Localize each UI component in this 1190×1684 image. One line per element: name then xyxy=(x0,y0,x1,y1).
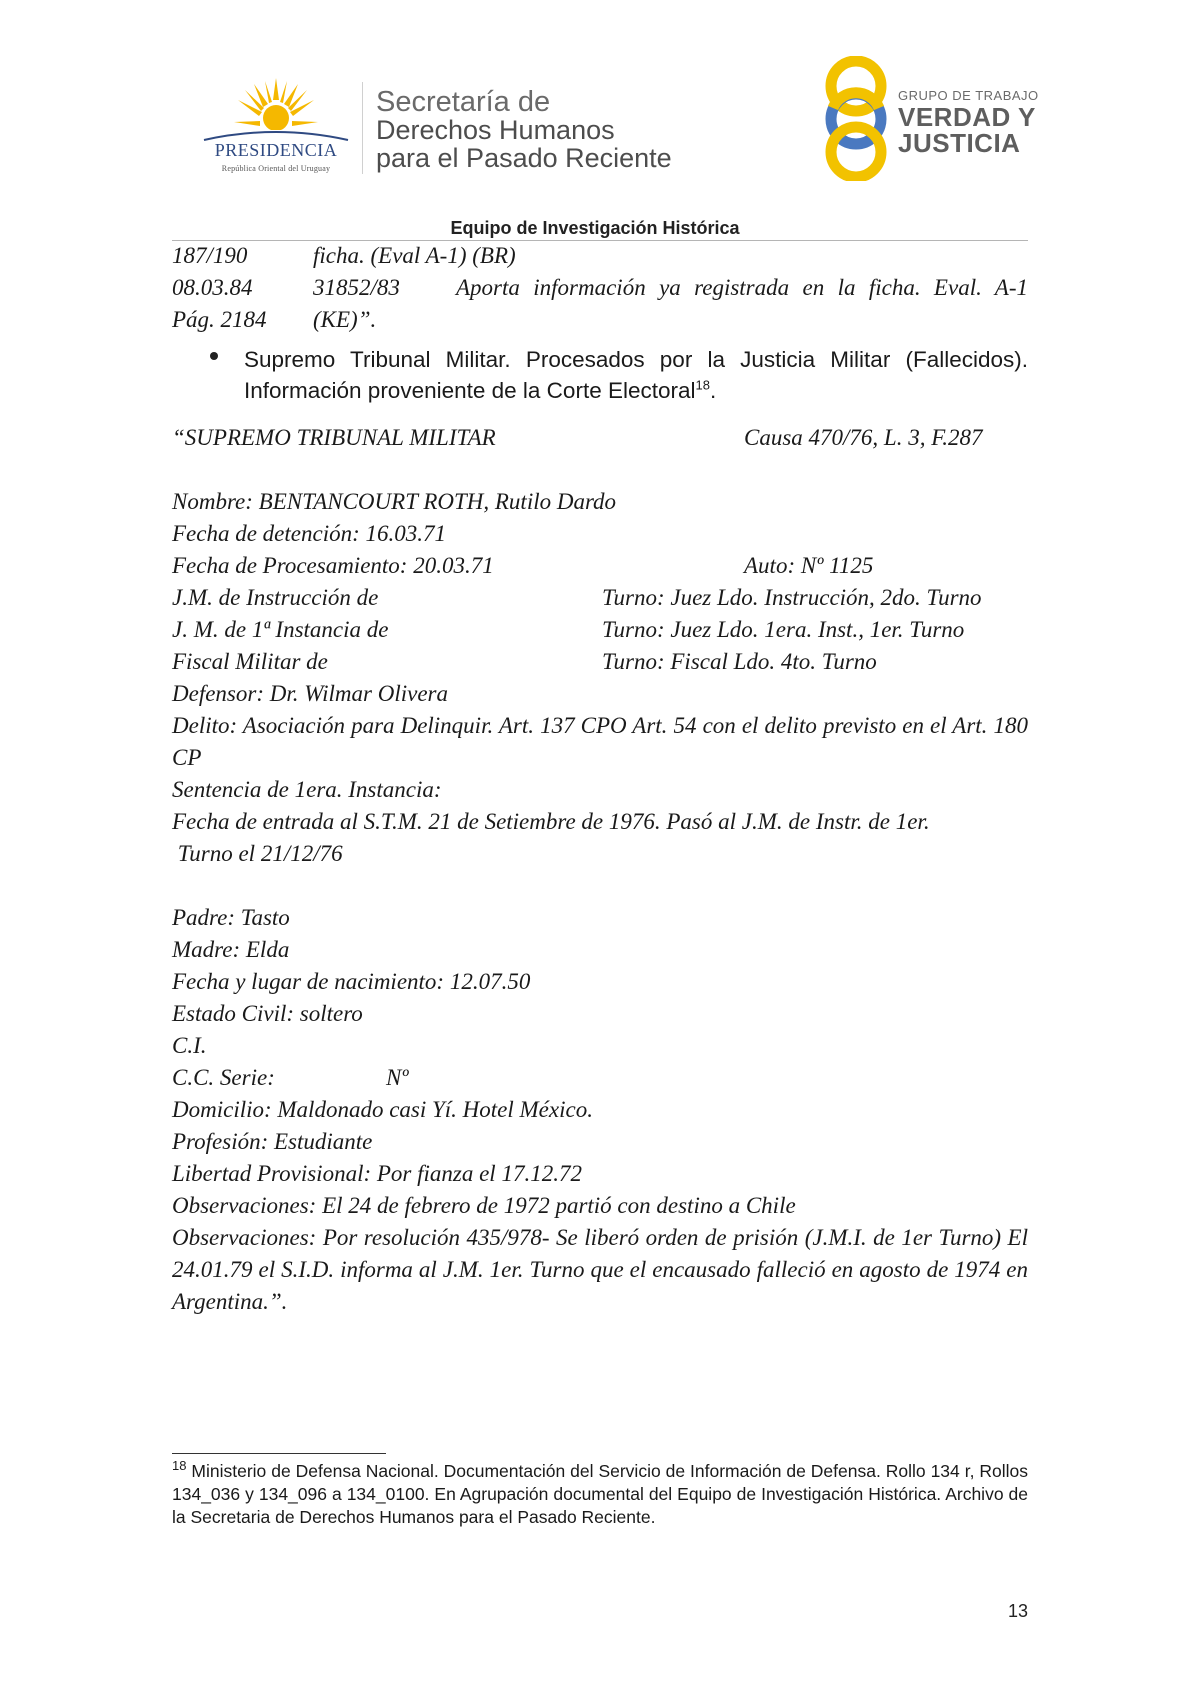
record-sentencia: Sentencia de 1era. Instancia: xyxy=(172,777,442,802)
record-auto: Auto: Nº 1125 xyxy=(744,553,874,578)
record-procesamiento: Fecha de Procesamiento: 20.03.71 xyxy=(172,553,494,578)
table-cell: Aporta información ya registrada en la ficha. Eval. A-1 xyxy=(456,275,1028,300)
footnote-rule xyxy=(172,1453,386,1454)
equipo-heading: Equipo de Investigación Histórica xyxy=(450,218,740,238)
presidencia-title: PRESIDENCIA xyxy=(214,140,338,160)
record-estado-civil: Estado Civil: soltero xyxy=(172,1001,363,1026)
footnote xyxy=(172,1460,1028,1529)
table-cell: ficha. (Eval A-1) (BR) xyxy=(313,243,516,268)
record-turno-instruccion: Turno: Juez Ldo. Instrucción, 2do. Turno xyxy=(602,585,982,610)
record-cc-numero: Nº xyxy=(386,1065,409,1090)
record-nombre: Nombre: BENTANCOURT ROTH, Rutilo Dardo xyxy=(172,489,617,514)
record-detencion: Fecha de detención: 16.03.71 xyxy=(172,521,446,546)
table-cell: Pág. 2184 xyxy=(172,307,267,332)
verdad-justicia-logo xyxy=(820,56,1039,181)
record-jm-1a-instancia: J. M. de 1ª Instancia de xyxy=(172,617,389,642)
secretaria-title xyxy=(376,88,672,172)
record-defensor: Defensor: Dr. Wilmar Olivera xyxy=(172,681,448,706)
record-causa: Causa 470/76, L. 3, F.287 xyxy=(744,425,983,450)
record-observaciones-1: Observaciones: El 24 de febrero de 1972 partió con destino a Chile xyxy=(172,1193,796,1218)
record-domicilio: Domicilio: Maldonado casi Yí. Hotel México. xyxy=(172,1097,593,1122)
bullet-paragraph xyxy=(244,344,1028,406)
verdad-label: VERDAD Y xyxy=(898,102,1036,132)
justicia-label: JUSTICIA xyxy=(898,128,1021,158)
bullet-end: . xyxy=(709,378,717,403)
footnote-number: 18 xyxy=(172,1458,187,1474)
bullet-text: Supremo Tribunal Militar. Procesados por la Justicia Militar (Fallecidos). Información proveniente de la Corte Electoral xyxy=(244,347,1028,403)
secretaria-line-2: Derechos Humanos xyxy=(376,115,615,145)
presidencia-logo xyxy=(196,78,356,178)
record-padre: Padre: Tasto xyxy=(172,905,290,930)
header-rule xyxy=(172,240,1028,241)
record-entrada: Fecha de entrada al S.T.M. 21 de Setiembre de 1976. Pasó al J.M. de Instr. de 1er. xyxy=(172,809,930,834)
table-cell: (KE)”. xyxy=(313,307,377,332)
page-number: 13 xyxy=(1007,1601,1028,1621)
record-madre: Madre: Elda xyxy=(172,937,290,962)
footnote-text: Ministerio de Defensa Nacional. Documentación del Servicio de Información de Defensa. Rollo 134 r, Rollos 134_036 y 134_096 a 134_0100. En Agrupación documental del Equipo de Investigación Histórica. Archivo de la Secretaria de Derechos Humanos para el Pasado Reciente. xyxy=(172,1461,1028,1527)
record-ci: C.I. xyxy=(172,1033,207,1058)
record-turno-1a: Turno: Juez Ldo. 1era. Inst., 1er. Turno xyxy=(602,617,965,642)
presidencia-subtitle: República Oriental del Uruguay xyxy=(221,164,331,173)
record-nacimiento: Fecha y lugar de nacimiento: 12.07.50 xyxy=(172,969,531,994)
record-profesion: Profesión: Estudiante xyxy=(172,1129,373,1154)
record-libertad: Libertad Provisional: Por fianza el 17.12.72 xyxy=(172,1161,582,1186)
record-entrada-cont: Turno el 21/12/76 xyxy=(172,841,343,866)
record-jm-instruccion: J.M. de Instrucción de xyxy=(172,585,379,610)
record-fiscal: Fiscal Militar de xyxy=(172,649,328,674)
header-divider xyxy=(362,82,363,174)
record-cc-serie: C.C. Serie: xyxy=(172,1065,275,1090)
grupo-label: GRUPO DE TRABAJO xyxy=(898,88,1039,103)
table-cell: 187/190 xyxy=(172,243,248,268)
secretaria-line-1: Secretaría de xyxy=(376,86,551,118)
record-delito: Delito: Asociación para Delinquir. Art. 137 CPO Art. 54 con el delito previsto en el Art. 180 CP xyxy=(172,713,1028,770)
record-turno-fiscal: Turno: Fiscal Ldo. 4to. Turno xyxy=(602,649,877,674)
secretaria-line-3: para el Pasado Reciente xyxy=(376,143,672,173)
table-cell: 08.03.84 xyxy=(172,275,253,300)
table-cell: 31852/83 xyxy=(313,275,400,300)
bullet-icon xyxy=(210,352,218,360)
footnote-ref: 18 xyxy=(695,377,710,393)
record-stm: “SUPREMO TRIBUNAL MILITAR xyxy=(172,425,496,450)
rings-icon xyxy=(820,56,892,181)
record-observaciones-2: Observaciones: Por resolución 435/978- Se liberó orden de prisión (J.M.I. de 1er Turno) El 24.01.79 el S.I.D. informa al J.M. 1er. Turno que el encausado falleció en agosto de 1974 en Argentina.”. xyxy=(172,1225,1028,1314)
